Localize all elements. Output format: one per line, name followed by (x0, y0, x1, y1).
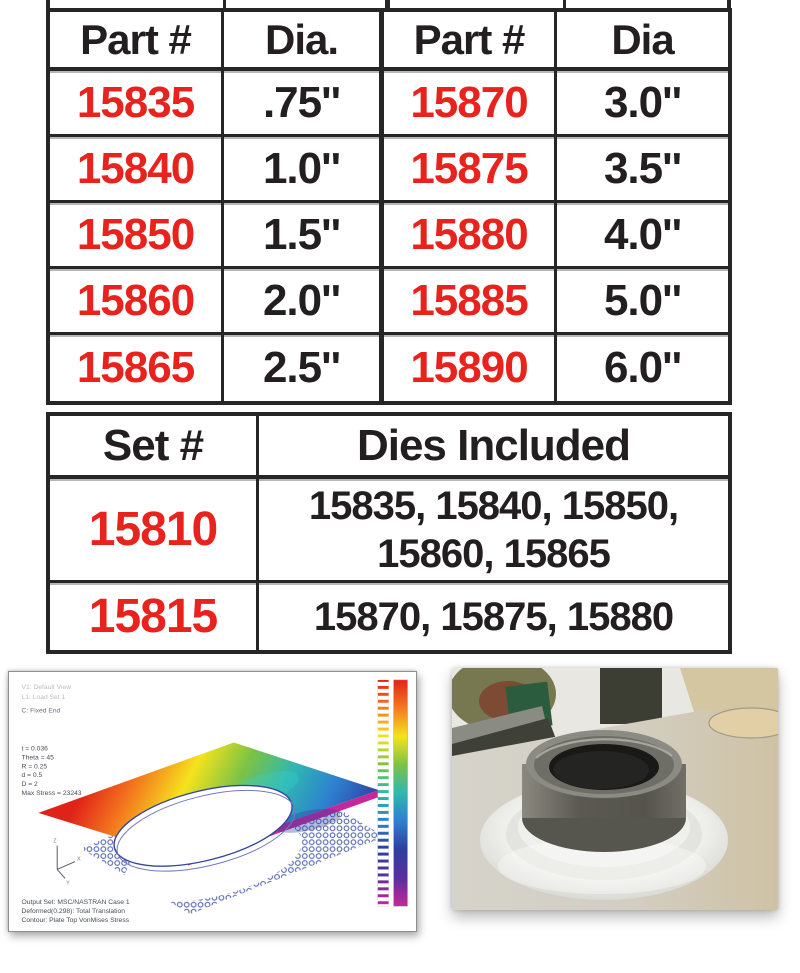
diameter: 3.0'' (603, 77, 682, 127)
axis-label-z: Z (53, 838, 57, 845)
die-set-header-row (50, 416, 728, 479)
second-flange-hole (709, 708, 778, 738)
dies-list: 15835, 15840, 15850, 15860, 15865 (308, 483, 679, 576)
table-row (50, 71, 728, 137)
part-number: 15860 (50, 269, 224, 332)
part-number: 15850 (50, 203, 224, 266)
part-number: 15865 (50, 335, 224, 401)
part-number: 15835 (50, 71, 224, 134)
fea-param-line: Max Stress = 23243 (21, 790, 82, 798)
table-row (50, 479, 728, 583)
axis-triad-icon (53, 839, 81, 887)
diameter: 1.5'' (224, 203, 384, 266)
header-set: Set # (50, 416, 259, 475)
fea-footer-line: Output Set: MSC/NASTRAN Case 1 (21, 899, 130, 907)
flange-die-photo (452, 668, 778, 910)
part-number: 15885 (384, 269, 557, 332)
fea-param-line: d = 0.5 (21, 772, 43, 780)
part-number: 15890 (384, 335, 557, 401)
fea-param-line: R = 0.25 (21, 763, 48, 771)
header-dia-1: Dia. (224, 12, 384, 67)
diameter: .75'' (224, 71, 384, 134)
fea-load-line: L1: Load Set 1 (21, 693, 66, 701)
fea-param-line: Theta = 45 (21, 754, 54, 762)
part-dia-table (46, 8, 732, 405)
header-dies-included: Dies Included (356, 420, 631, 470)
fea-constraint-line: C: Fixed End (21, 707, 61, 715)
set-number: 15810 (50, 479, 259, 580)
part-number: 15880 (384, 203, 557, 266)
fea-param-line: D = 2 (21, 781, 38, 789)
part-number: 15875 (384, 137, 557, 200)
part-number: 15870 (384, 71, 557, 134)
axis-label-y: Y (66, 880, 70, 887)
part-dia-header-row (50, 12, 728, 71)
table-row (50, 137, 728, 203)
stress-colorbar (378, 680, 408, 906)
set-number: 15815 (50, 583, 259, 650)
table-row (50, 269, 728, 335)
table-row (50, 203, 728, 269)
die-set-table (46, 412, 732, 654)
table-row (50, 335, 728, 401)
header-dia-2: Dia (611, 15, 674, 63)
fea-footer-line: Deformed(0.298): Total Translation (21, 908, 126, 916)
diameter: 2.0'' (224, 269, 384, 332)
diameter: 5.0'' (603, 275, 682, 325)
fea-param-line: t = 0.036 (21, 745, 48, 753)
diameter: 2.5'' (224, 335, 384, 401)
diameter: 4.0'' (603, 209, 682, 259)
header-part-2: Part # (384, 12, 557, 67)
diameter: 3.5'' (603, 143, 682, 193)
fea-footer-line: Contour: Plate Top VonMises Stress (21, 917, 130, 925)
table-row (50, 583, 728, 650)
part-number: 15840 (50, 137, 224, 200)
die-collar (522, 730, 686, 852)
header-part-1: Part # (50, 12, 224, 67)
dies-list: 15870, 15875, 15880 (313, 594, 674, 639)
diameter: 1.0'' (224, 137, 384, 200)
diameter: 6.0'' (603, 343, 682, 392)
fea-simulation-image (8, 671, 417, 932)
axis-label-x: X (77, 856, 81, 863)
fea-view-line: V1: Default View (21, 683, 72, 691)
